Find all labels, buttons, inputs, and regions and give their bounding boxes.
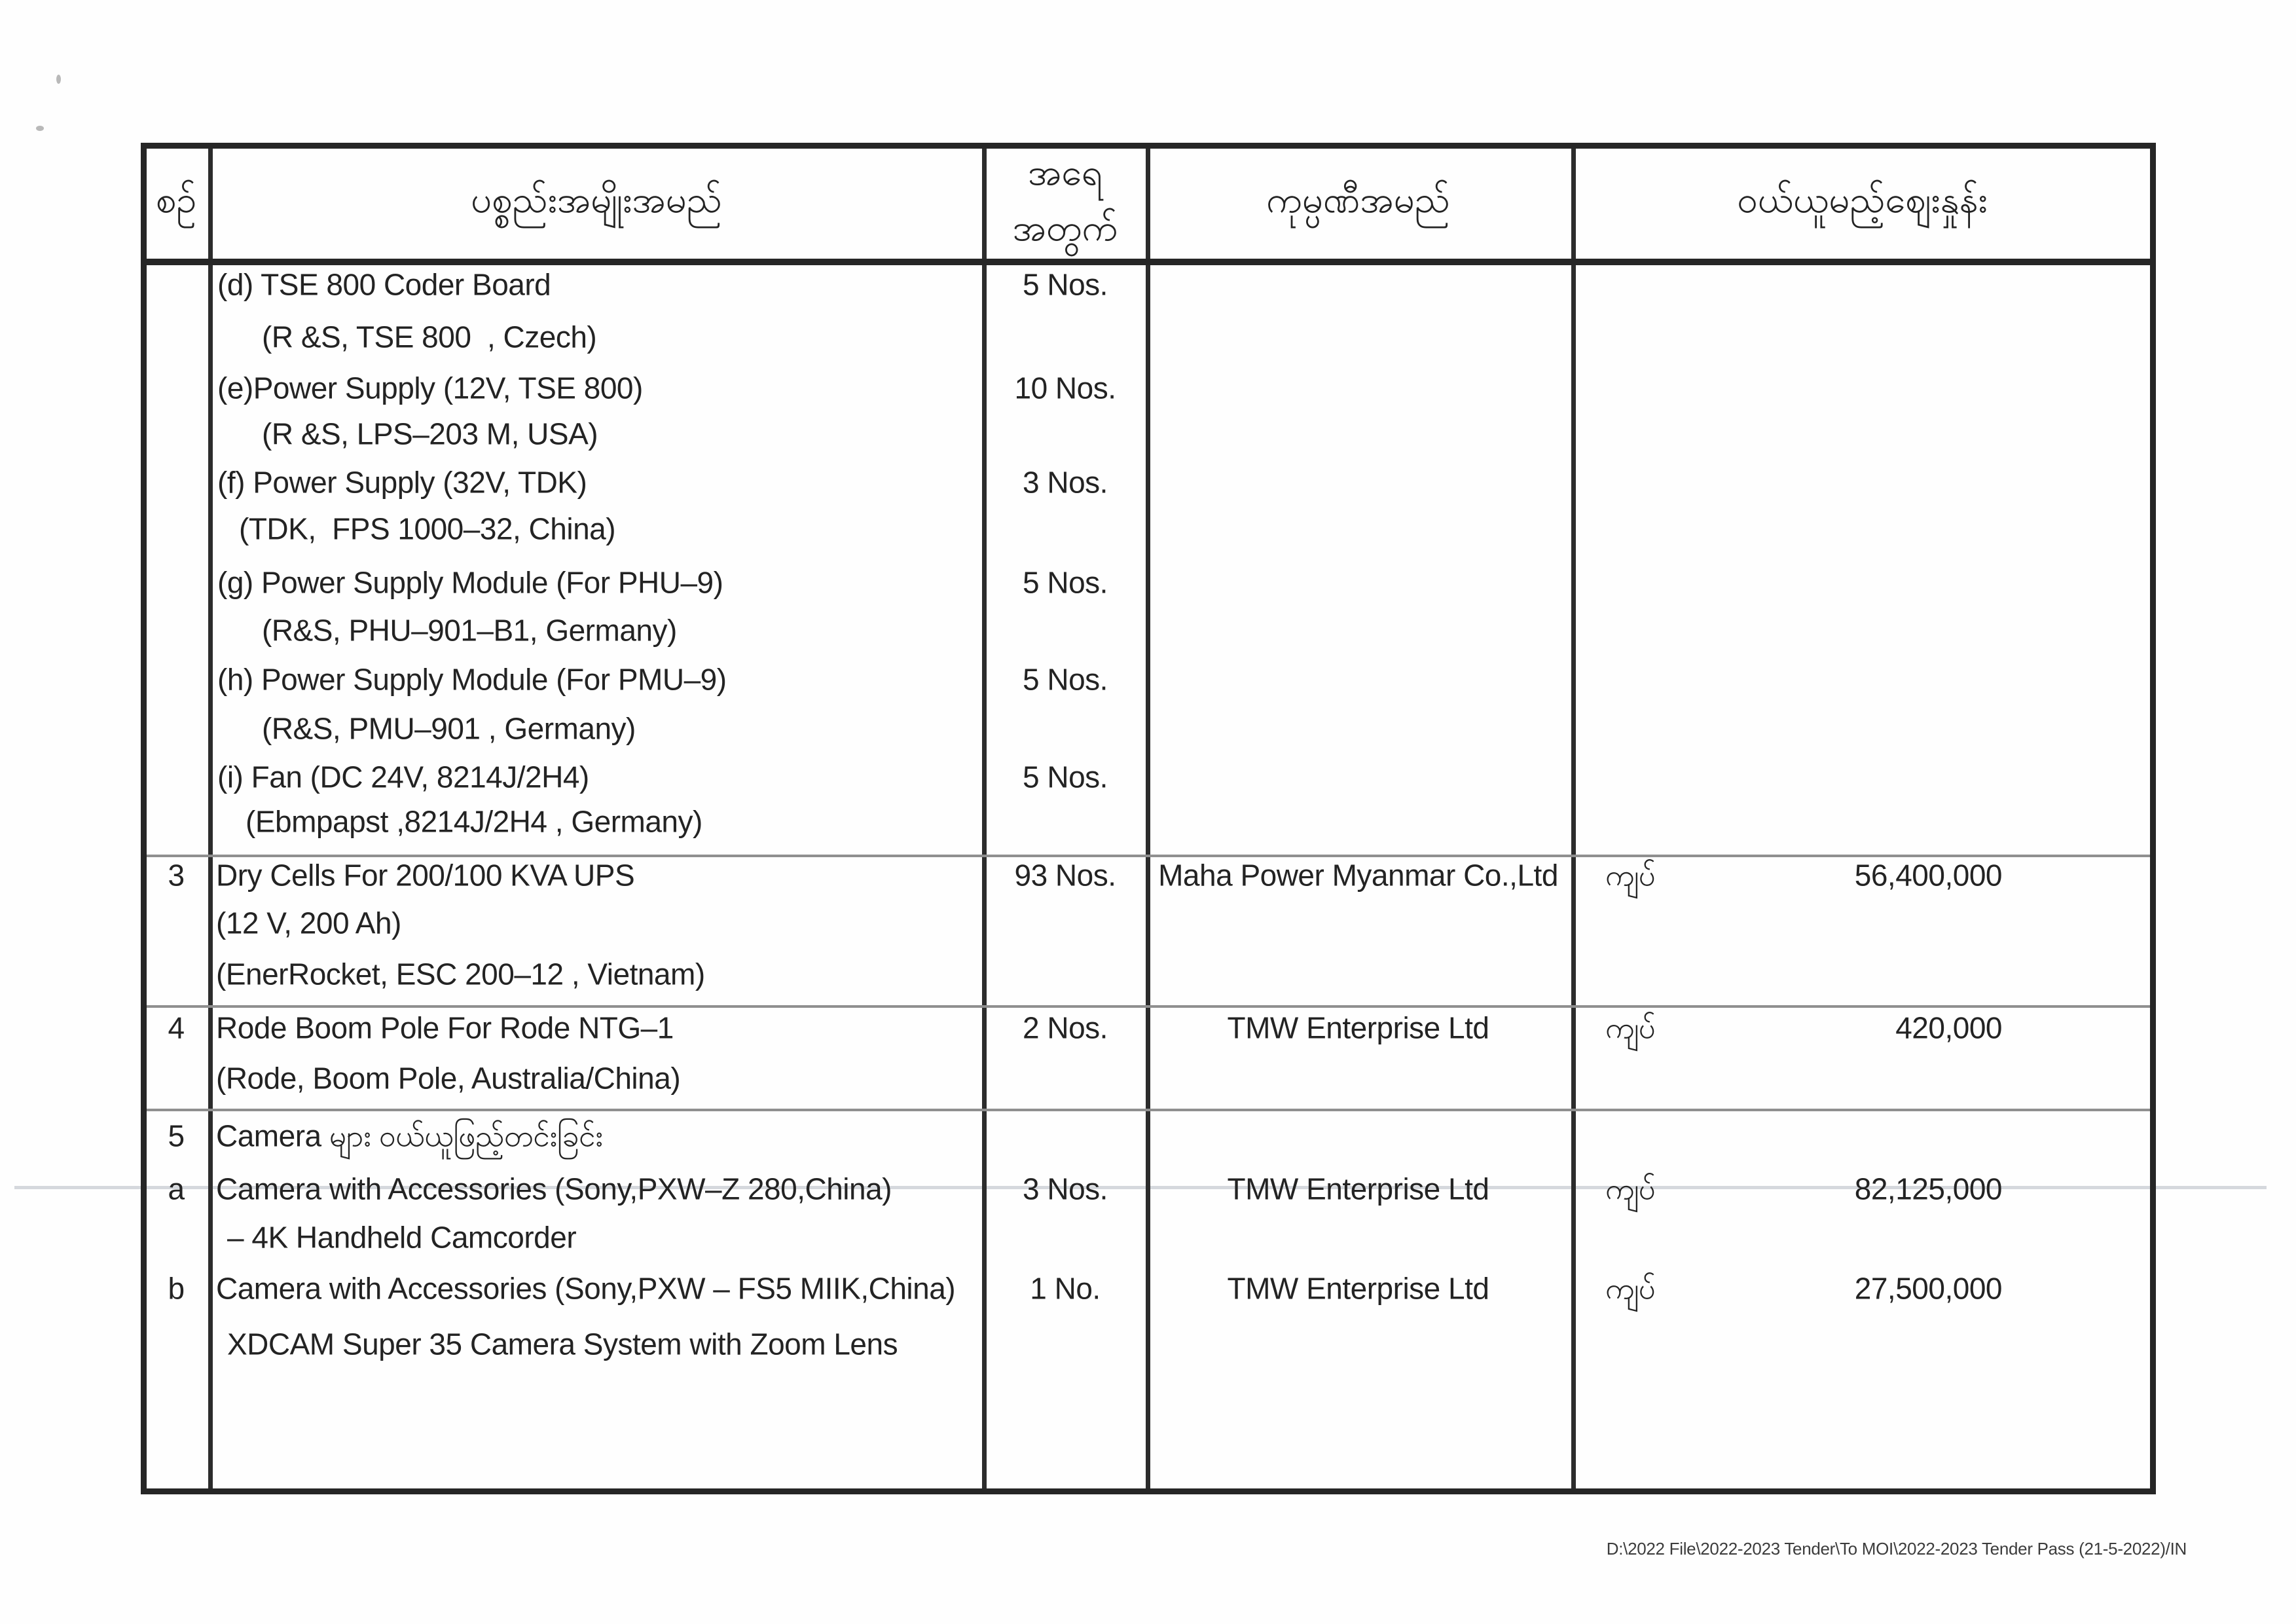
item-line: (12 V, 200 Ah) bbox=[216, 906, 401, 940]
amount: 82,125,000 bbox=[1854, 1172, 2002, 1206]
currency-kyat: ကျပ် bbox=[1605, 1172, 1656, 1206]
header-no: စဉ် bbox=[155, 178, 197, 220]
item-line: Camera with Accessories (Sony,PXW–Z 280,China) bbox=[216, 1172, 892, 1206]
row-divider bbox=[147, 1005, 2150, 1008]
item-line: (i) Fan (DC 24V, 8214J/2H4) bbox=[217, 760, 589, 794]
item-line: (EnerRocket, ESC 200–12 , Vietnam) bbox=[216, 957, 705, 991]
currency-kyat: ကျပ် bbox=[1605, 1010, 1656, 1045]
item-line: (g) Power Supply Module (For PHU–9) bbox=[217, 565, 723, 600]
quantity: 1 No. bbox=[1030, 1271, 1101, 1306]
item-line: Dry Cells For 200/100 KVA UPS bbox=[216, 858, 635, 893]
serial-no: 4 bbox=[168, 1010, 185, 1045]
header-company-name: ကုမ္ပဏီအမည် bbox=[1266, 178, 1450, 220]
amount: 420,000 bbox=[1895, 1010, 2002, 1045]
quantity: 93 Nos. bbox=[1014, 858, 1116, 893]
quantity: 10 Nos. bbox=[1014, 371, 1116, 405]
item-line: (R&S, PHU–901–B1, Germany) bbox=[262, 613, 677, 648]
item-line: Camera with Accessories (Sony,PXW – FS5 MIIK,China) bbox=[216, 1271, 956, 1306]
file-path-footnote: D:\2022 File\2022-2023 Tender\To MOI\2022-2023 Tender Pass (21-5-2022)/IN bbox=[1606, 1539, 2187, 1559]
item-line: (d) TSE 800 Coder Board bbox=[217, 267, 551, 302]
currency-kyat: ကျပ် bbox=[1605, 858, 1656, 893]
item-line: (R &S, LPS–203 M, USA) bbox=[262, 416, 598, 451]
serial-no: 5 bbox=[168, 1118, 185, 1153]
currency-kyat: ကျပ် bbox=[1605, 1271, 1656, 1306]
item-line: (Rode, Boom Pole, Australia/China) bbox=[216, 1061, 681, 1096]
item-line: – 4K Handheld Camcorder bbox=[227, 1220, 577, 1255]
header-divider bbox=[147, 259, 2150, 265]
company: TMW Enterprise Ltd bbox=[1227, 1010, 1489, 1045]
amount: 56,400,000 bbox=[1854, 858, 2002, 893]
header-item-name: ပစ္စည်းအမျိုးအမည် bbox=[471, 178, 722, 220]
serial-no: b bbox=[168, 1271, 185, 1306]
scan-speck bbox=[36, 126, 44, 131]
item-line: (R &S, TSE 800 , Czech) bbox=[262, 320, 597, 354]
quantity: 5 Nos. bbox=[1023, 267, 1108, 302]
item-line: XDCAM Super 35 Camera System with Zoom Lens bbox=[227, 1327, 898, 1361]
item-line: (e)Power Supply (12V, TSE 800) bbox=[217, 371, 643, 405]
quantity: 5 Nos. bbox=[1023, 760, 1108, 794]
serial-no: a bbox=[168, 1172, 185, 1206]
header-purchase-price: ဝယ်ယူမည့်ဈေးနှုန်း bbox=[1737, 178, 1988, 220]
item-line: (Ebmpapst ,8214J/2H4 , Germany) bbox=[246, 804, 702, 839]
item-line: Rode Boom Pole For Rode NTG–1 bbox=[216, 1010, 674, 1045]
quantity: 5 Nos. bbox=[1023, 662, 1108, 697]
row-divider bbox=[147, 855, 2150, 857]
item-line: (R&S, PMU–901 , Germany) bbox=[262, 711, 636, 746]
quantity: 5 Nos. bbox=[1023, 565, 1108, 600]
company: TMW Enterprise Ltd bbox=[1227, 1271, 1489, 1306]
header-quantity-line1: အရေ bbox=[1028, 151, 1102, 193]
row-divider bbox=[147, 1109, 2150, 1111]
item-line: Camera များ ဝယ်ယူဖြည့်တင်းခြင်း bbox=[216, 1118, 603, 1153]
quantity: 3 Nos. bbox=[1023, 465, 1108, 500]
item-line: (f) Power Supply (32V, TDK) bbox=[217, 465, 587, 500]
company: Maha Power Myanmar Co.,Ltd bbox=[1158, 858, 1558, 893]
quantity: 3 Nos. bbox=[1023, 1172, 1108, 1206]
quantity: 2 Nos. bbox=[1023, 1010, 1108, 1045]
scan-speck bbox=[56, 75, 61, 84]
item-line: (TDK, FPS 1000–32, China) bbox=[239, 511, 616, 546]
header-quantity-line2: အတွက် bbox=[1012, 206, 1118, 248]
column-divider-company-price bbox=[1571, 149, 1576, 1488]
amount: 27,500,000 bbox=[1854, 1271, 2002, 1306]
column-divider-no-item bbox=[208, 149, 213, 1488]
serial-no: 3 bbox=[168, 858, 185, 893]
item-line: (h) Power Supply Module (For PMU–9) bbox=[217, 662, 727, 697]
company: TMW Enterprise Ltd bbox=[1227, 1172, 1489, 1206]
